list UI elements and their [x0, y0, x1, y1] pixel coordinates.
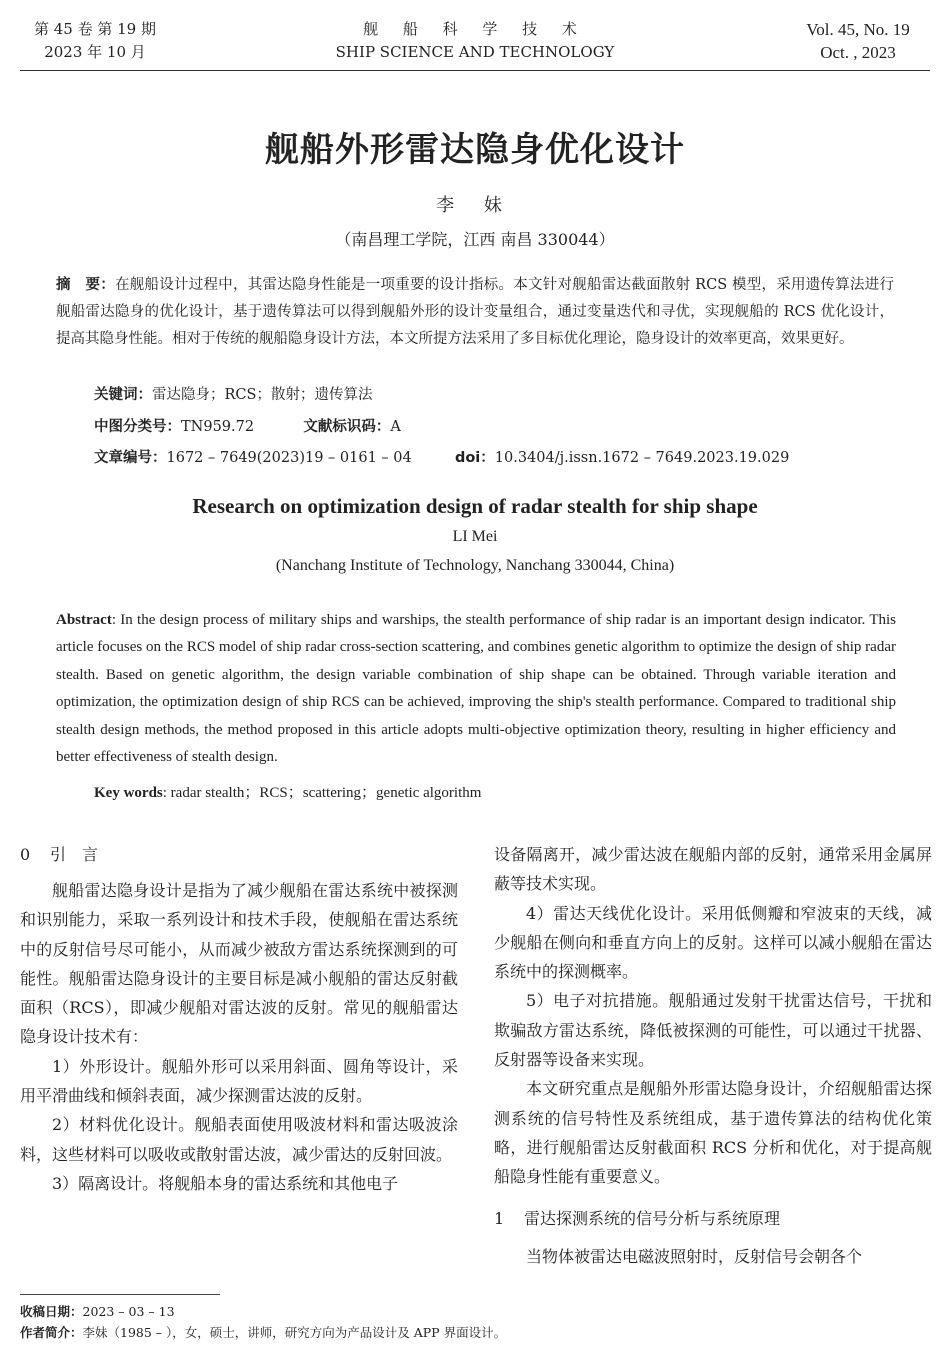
list-item: 4）雷达天线优化设计。采用低侧瓣和窄波束的天线，减少舰船在侧向和垂直方向上的反射。这样可以减小舰船在雷达系统中的探测概率。: [494, 903, 932, 982]
english-author: LI Mei: [452, 528, 498, 545]
doc-code-value: A: [390, 419, 401, 435]
paragraph: 舰船雷达隐身设计是指为了减少舰船在雷达系统中被探测和识别能力，采取一系列设计和技术手段，使舰船在雷达系统中的反射信号尽可能小，从而减少被敌方雷达系统探测到的可能性。舰船雷达隐身设计的主要目标是减小舰船的雷达反射截面积（RCS），即减少舰船对雷达波的反射。常见的舰船雷达隐身设计技术有：: [20, 881, 458, 1047]
article-id-label: 文章编号：: [94, 450, 167, 466]
header-left: [20, 18, 170, 64]
paragraph: 本文研究重点是舰船外形雷达隐身设计，介绍舰船雷达探测系统的信号特性及系统组成，基于遗传算法的结构优化策略，进行舰船雷达反射截面积 RCS 分析和优化，对于提高舰船隐身性能有重要意义。: [494, 1079, 932, 1187]
bio-label: 作者简介：: [20, 1325, 83, 1340]
english-keywords-text: : radar stealth；RCS；scattering；genetic algorithm: [162, 785, 482, 801]
keywords-cn: [94, 383, 372, 404]
section-heading-0: [20, 840, 458, 870]
english-abstract-label: Abstract: [56, 612, 112, 628]
section-heading-1: [494, 1204, 932, 1234]
paper-title: 舰船外形雷达隐身优化设计: [265, 130, 685, 170]
received-label: 收稿日期：: [20, 1304, 83, 1319]
keywords-cn-text: 雷达隐身；RCS；散射；遗传算法: [152, 387, 373, 403]
body-right-column: [494, 840, 932, 1271]
section-title: 雷达探测系统的信号分析与系统原理: [524, 1208, 781, 1228]
clc-value: TN959.72: [181, 419, 255, 435]
english-affiliation: (Nanchang Institute of Technology, Nanchang 330044, China): [275, 557, 675, 574]
list-item: 2）材料优化设计。舰船表面使用吸波材料和雷达吸波涂料，这些材料可以吸收或散射雷达波，减少雷达的反射回波。: [20, 1115, 458, 1164]
section-number: 0: [20, 845, 31, 864]
paragraph: 当物体被雷达电磁波照射时，反射信号会朝各个: [526, 1246, 863, 1266]
date-cn: 2023 年 10 月: [44, 43, 146, 61]
footnote-rule: [20, 1294, 220, 1295]
english-keywords: [94, 781, 481, 802]
classification: [94, 415, 401, 436]
english-keywords-label: Key words: [94, 785, 163, 801]
volume-cn: 第 45 卷 第 19 期: [33, 20, 156, 38]
keywords-cn-label: 关键词：: [94, 387, 152, 403]
received-date: [20, 1302, 175, 1320]
header-right: [788, 18, 928, 64]
list-item: 3）隔离设计。将舰船本身的雷达系统和其他电子: [52, 1173, 399, 1193]
body-left-column: [20, 840, 458, 1198]
page-header: [0, 0, 950, 76]
journal-name-cn: 舰 船 科 学 技 术: [363, 20, 587, 38]
english-title: Research on optimization design of radar stealth for ship shape: [192, 494, 758, 518]
abstract-cn-label: 摘 要：: [56, 277, 116, 293]
header-center: [300, 18, 650, 64]
doc-code-label: 文献标识码：: [303, 419, 391, 435]
author-name: 李 妹: [436, 195, 514, 216]
bio-value: 李妹（1985 – ），女，硕士，讲师，研究方向为产品设计及 APP 界面设计。: [82, 1325, 507, 1340]
list-item-continued: 设备隔离开，减少雷达波在舰船内部的反射，通常采用金属屏蔽等技术实现。: [494, 845, 932, 894]
english-abstract: [56, 607, 896, 771]
section-number: 1: [494, 1208, 505, 1228]
list-item: 5）电子对抗措施。舰船通过发射干扰雷达信号，干扰和欺骗敌方雷达系统，降低被探测的可能性，可以通过干扰器、反射器等设备来实现。: [494, 991, 932, 1070]
article-info: [94, 446, 789, 467]
abstract-cn-text: 在舰船设计过程中，其雷达隐身性能是一项重要的设计指标。本文针对舰船雷达截面散射 RCS 模型，采用遗传算法进行舰船雷达隐身的优化设计，基于遗传算法可以得到舰船外形的设计变量组合，通过变量迭代和寻优，实现舰船的 RCS 优化设计，提高其隐身性能。相对于传统的舰船隐身设计方法，本文所提方法采用了多目标优化理论，隐身设计的效率更高，效果更好。: [56, 277, 894, 347]
section-title: 引 言: [50, 845, 99, 864]
doi-label: doi：: [454, 450, 495, 466]
article-id-value: 1672 – 7649(2023)19 – 0161 – 04: [166, 450, 412, 466]
english-abstract-text: : In the design process of military ships and warships, the stealth performance of ship radar is an important design indicator. This article focuses on the RCS model of ship radar cross-section scattering, and combines genetic algorithm to optimize the design of ship radar stealth. Based on genetic algorithm, the design variable combination of ship shape can be obtained. Through variable iteration and optimization, the optimization design of ship RCS can be achieved, improving the ship's stealth performance. Compared to traditional ship stealth design methods, the method proposed in this article adopts multi-objective optimization theory, resulting in higher efficiency and better effectiveness of stealth design.: [56, 612, 896, 766]
date-en: Oct. , 2023: [820, 43, 896, 62]
header-rule: [20, 70, 930, 71]
doi-value[interactable]: 10.3404/j.issn.1672 – 7649.2023.19.029: [494, 450, 790, 466]
list-item: 1）外形设计。舰船外形可以采用斜面、圆角等设计，采用平滑曲线和倾斜表面，减少探测雷达波的反射。: [20, 1056, 458, 1106]
volume-en: Vol. 45, No. 19: [806, 20, 910, 39]
journal-name-en: SHIP SCIENCE AND TECHNOLOGY: [335, 43, 615, 61]
affiliation: （南昌理工学院，江西 南昌 330044）: [335, 230, 615, 249]
clc-label: 中图分类号：: [94, 419, 181, 435]
author-bio: [20, 1323, 506, 1341]
received-value: 2023 – 03 – 13: [82, 1304, 175, 1319]
abstract-cn: [56, 272, 894, 353]
